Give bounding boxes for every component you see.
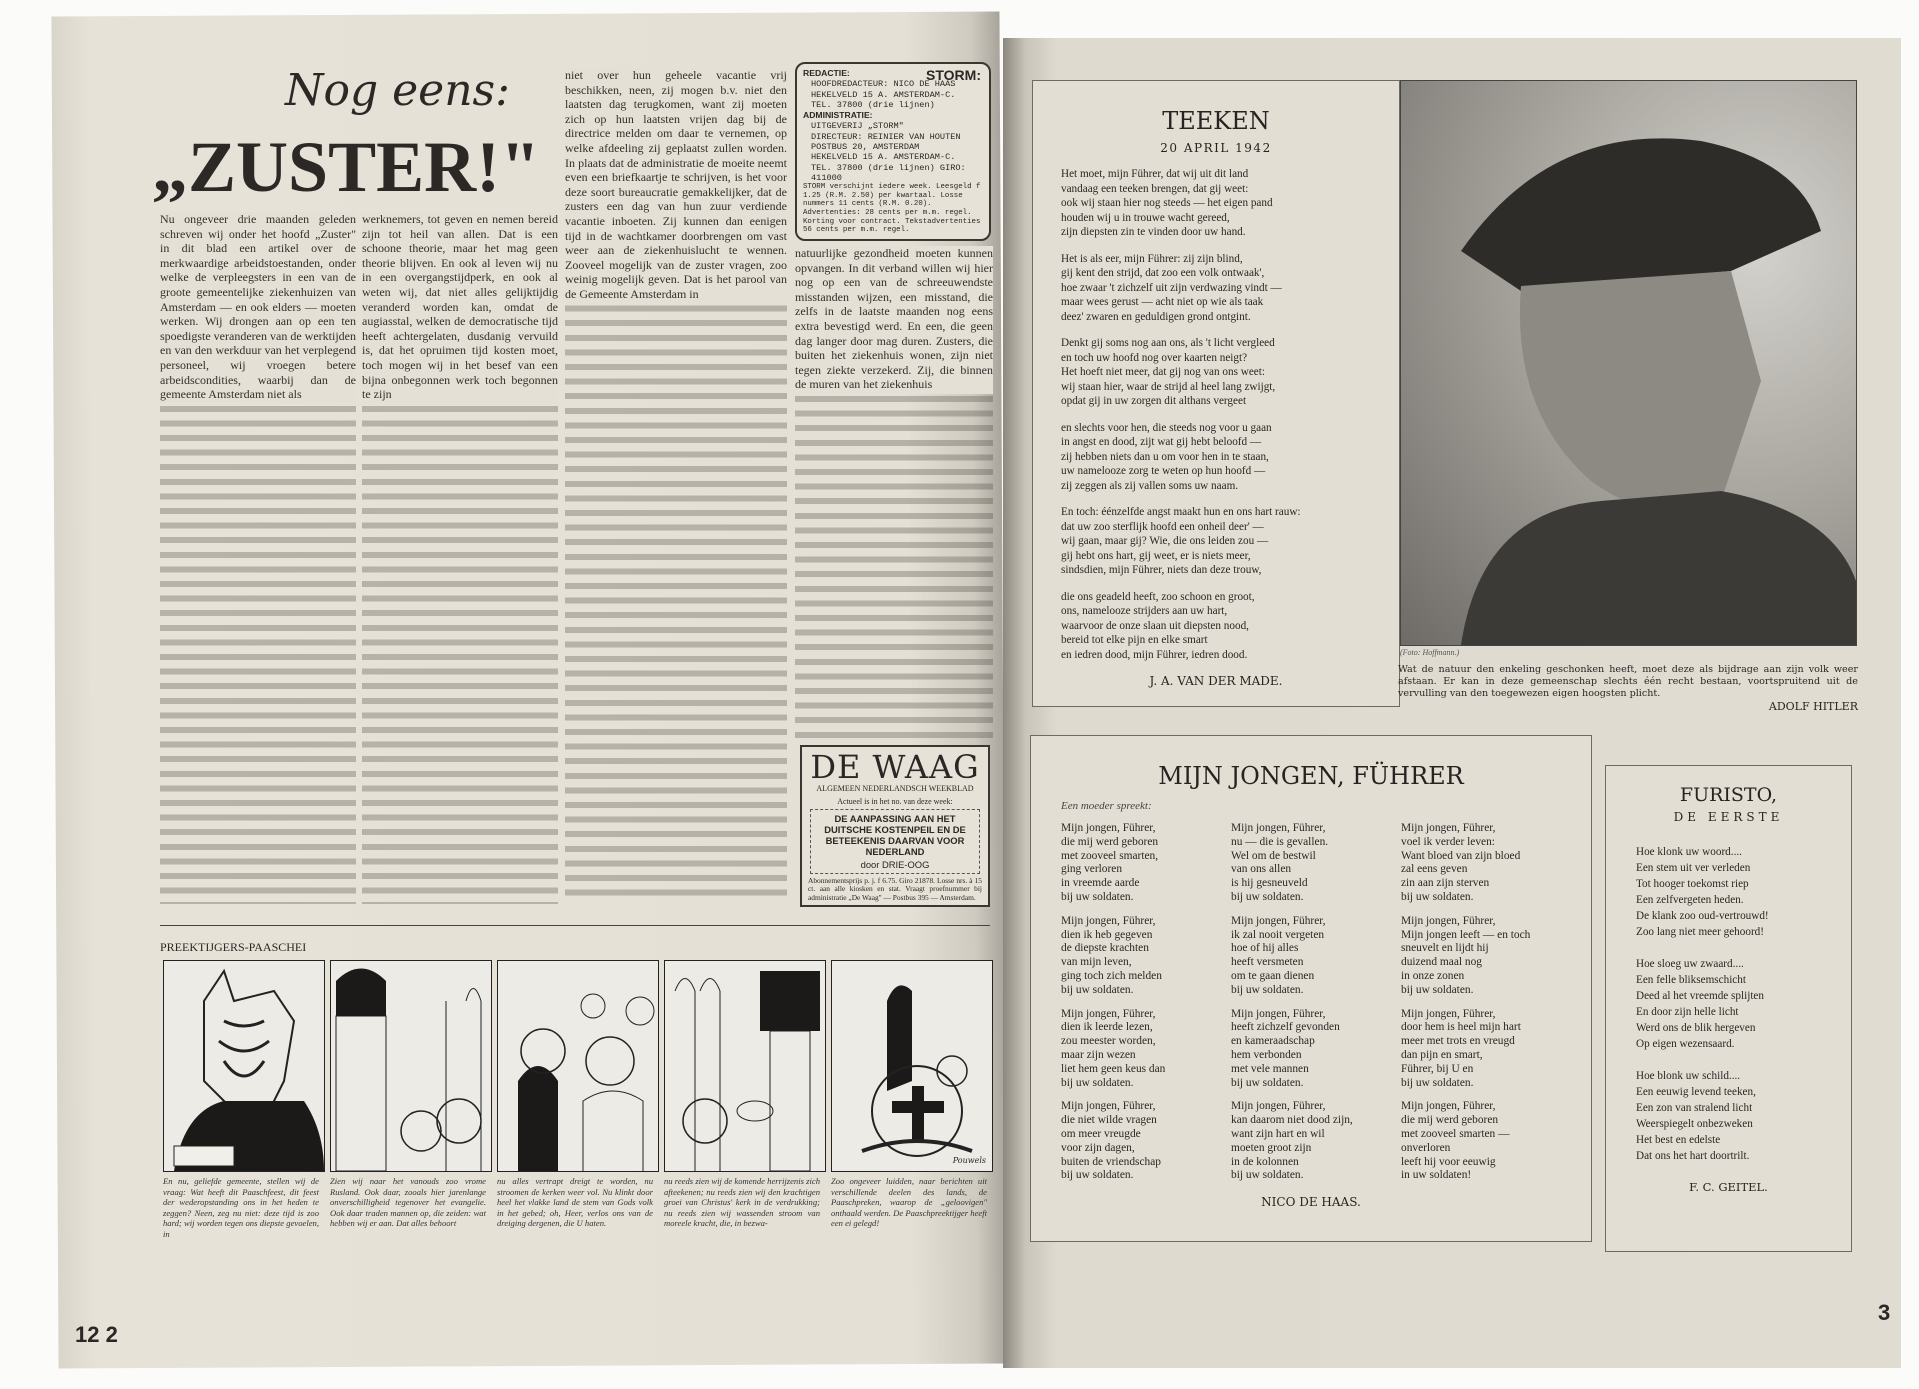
stanza: En toch: éénzelfde angst maakt hun en ons hart rauw: dat uw zoo sterflijk hoofd een onheil deer' — wij gaan, maar gij? Wie, die ons leiden zou — gij hebt ons hart, gij weet, er is niets meer, sindsdien, mijn Führer, niets dan deze trouw, — [1061, 506, 1301, 576]
storm-subscription-note: STORM verschijnt iedere week. Leesgeld f 1.25 (R.M. 2.50) per kwartaal. Losse nummers 11 cents (R.M. 0.20). Advertenties: 28 cents per m.m. regel. Korting voor contract. Tekstadvertenties 56 cents per m.m. regel. — [803, 183, 981, 235]
comic-panel-4 — [664, 960, 826, 1172]
comic-panel-2 — [330, 960, 492, 1172]
waag-subtitle: ALGEMEEN NEDERLANDSCH WEEKBLAD — [816, 784, 974, 793]
poem-column-1 — [1061, 822, 1231, 1193]
column-text: niet over hun geheele vacantie vrij beschikken, neen, zij mogen b.v. niet den laatsten dag terugkomen, want zij moeten zich op hun laatsten vrijen dag bij de directrice melden om daar te vernemen, op welke afdeeling zij geplaatst zullen worden. In plaats dat de administratie de moeite neemt even een briefkaartje te schrijven, is het voor deze soort bureaucratie gemakkelijker, dat de zusters een dag van hun zuur verdiende vacantie inboeten. Zij kunnen dan eenigen tijd in de wachtkamer doorbrengen om vast weer aan de ziekenhuislucht te wennen. Zooveel mogelijk van de zuster vragen, zoo weinig mogelijk geven. Dat is het parool van de Gemeente Amsterdam in — [565, 68, 787, 304]
comic-panel-3 — [497, 960, 659, 1172]
comic-caption-4: nu reeds zien wij de komende herrijzenis zich afteekenen; nu reeds zien wij den krachtigen groei van Christus' kerk in de verdrukking; nu reeds zien wij wassenden stroom van moreele kracht, die, in bezwa- — [664, 1176, 820, 1228]
quote-text: Wat de natuur den enkeling geschonken heeft, moet deze als bijdrage aan zijn volk weer afstaan. Er kan in deze gemeenschap slechts één recht bestaan, voortspruitend uit de vervulling van den toegewezen eigen hoogsten plicht. — [1398, 664, 1858, 699]
waag-byline: door DRIE-OOG — [860, 859, 930, 870]
column-text: Nu ongeveer drie maanden geleden schreven wij onder het hoofd „Zuster" in dit blad een artikel over de merkwaardige arbeidstoestanden, onder welke de verpleegsters in een van de groote gemeentelijke ziekenhuizen van Amsterdam — en ook elders — moeten werken. Wij drongen aan op een ten spoedigste veranderen van de werktijden en van den werkduur van het verplegend personeel, wij vroegen betere arbeidscondities, waarbij dan de gemeente Amsterdam niet als — [160, 212, 356, 404]
furisto-author: F. C. GEITEL. — [1689, 1180, 1768, 1194]
article-column-4 — [795, 246, 993, 738]
cartoonist-signature: Pouwels — [952, 1156, 986, 1165]
portrait-photo — [1400, 80, 1857, 646]
waag-intro: Actueel is in het no. van deze week: — [837, 796, 953, 806]
redactie-line: HEKELVELD 15 A. AMSTERDAM-C. — [811, 89, 956, 100]
stanza: Mijn jongen, Führer, die mij werd geboren met zooveel smarten, ging verloren in vreemde aarde bij uw soldaten. — [1061, 822, 1159, 903]
poem-column-2 — [1231, 822, 1401, 1193]
mijn-jongen-title: MIJN JONGEN, FÜHRER — [1158, 762, 1464, 790]
portrait-silhouette — [1401, 81, 1856, 645]
stanza: Mijn jongen, Führer, nu — die is gevallen. Wel om de bestwil van ons allen is hij gesneuveld bij uw soldaten. — [1231, 822, 1329, 903]
furisto-poem-box — [1605, 765, 1852, 1252]
page-number-right: 3 — [1878, 1300, 1891, 1325]
furisto-subtitle: DE EERSTE — [1673, 810, 1784, 824]
article-column-1 — [160, 212, 356, 904]
stanza: Hoe sloeg uw zwaard.... Een felle bliksemschicht Deed al het vreemde splijten En door zijn helle licht Werd ons de blik hergeven Op eigen wezensaard. — [1636, 958, 1764, 1050]
redactie-line: TEL. 37800 (drie lijnen) — [811, 99, 935, 110]
stanza: Hoe blonk uw schild.... Een eeuwig levend teeken, Een zon van stralend licht Weerspiegelt onbezweken Het best en edelste Dat ons het hart doortrilt. — [1636, 1070, 1756, 1162]
administratie-line: TEL. 37800 (drie lijnen) GIRO: 411000 — [811, 162, 966, 183]
comic-caption-1: En nu, geliefde gemeente, stellen wij de vraag: Wat heeft dit Paaschfeest, dit feest der wederopstanding ons in het heden te zeggen? Neen, zeg nu niet: deze tijd is zoo hard; wij worden tegen ons diepste gevoelen, in — [163, 1176, 319, 1239]
photo-credit: (Foto: Hoffmann.) — [1400, 648, 1460, 657]
teeken-poem-box — [1032, 80, 1400, 707]
stanza: Mijn jongen, Führer, kan daarom niet dood zijn, want zijn hart en wil moeten groot zijn in de kolonnen bij uw soldaten. — [1231, 1100, 1353, 1182]
administratie-line: DIRECTEUR: REINIER VAN HOUTEN — [811, 131, 961, 142]
column-text: werknemers, tot geven en nemen bereid zijn tot heil van allen. Dat is een schoone theorie, maar het mag geen theorie blijven. En ook al leven wij nu in een overgangstijdperk, en ook al weten wij, dat niet alles gelijktijdig veranderd worden kan, omdat de augiasstal, welken de democratische tijd heeft achtergelaten, dusdanig vervuild is, dat het opruimen tijd kosten moet, toch mogen wij in het besef van een bijna onbegonnen werk toch begonnen te zijn — [362, 212, 558, 404]
stanza: Denkt gij soms nog aan ons, als 't licht vergleed en toch uw hoofd nog over kaarten neigt? Het hoeft niet meer, dat gij nog van ons weet: wij staan hier, waar de strijd al heel lang zwijgt, opdat gij in uw zorgen dit althans vergeet — [1061, 337, 1276, 407]
waag-footer: Abonnementsprijs p. j. f 6.75. Giro 21878. Losse nrs. à 15 ct. aan alle kiosken en stat. Vraagt proefnummer bij administratie „De Waag" — Postbus 395 — Amsterdam. — [808, 876, 982, 902]
article-column-3 — [565, 68, 787, 904]
stanza: Mijn jongen, Führer, dien ik leerde lezen, zou meester worden, maar zijn wezen liet hem geen keus dan bij uw soldaten. — [1061, 1007, 1166, 1089]
comic-caption-2: Zien wij naar het vanouds zoo vrome Rusland. Ook daar, zooals hier jarenlange onverschilligheid tegenover het evangelie. Ook daar traden mannen op, die zeiden: wat hebben wij er aan. Dat alles behoort — [330, 1176, 486, 1228]
redactie-label: REDACTIE: — [803, 68, 850, 78]
stanza: Mijn jongen, Führer, die niet wilde vragen om meer vreugde voor zijn dagen, buiten de vriendschap bij uw soldaten. — [1061, 1100, 1161, 1182]
article-column-2 — [362, 212, 558, 904]
mijn-jongen-columns — [1061, 822, 1591, 1193]
stanza: Mijn jongen, Führer, dien ik heb gegeven de diepste krachten van mijn leven, ging toch zich melden bij uw soldaten. — [1061, 914, 1162, 996]
furisto-title: FURISTO, — [1679, 784, 1778, 806]
page-number-left: 12 2 — [75, 1322, 118, 1347]
article-headline: „ZUSTER!" — [152, 127, 541, 207]
administratie-lines — [803, 121, 983, 183]
teeken-title: TEEKEN — [1162, 107, 1270, 135]
waag-title: DE WAAG — [810, 748, 980, 786]
administratie-label: ADMINISTRATIE: — [803, 110, 873, 121]
church-pulpit-drawing — [331, 961, 491, 1171]
administratie-line: POSTBUS 20, AMSTERDAM — [811, 142, 920, 153]
mijn-jongen-author: NICO DE HAAS. — [1261, 1195, 1361, 1210]
storm-masthead-box — [795, 62, 991, 241]
photo-quote — [1398, 664, 1858, 713]
stanza: Mijn jongen, Führer, die mij werd geboren met zooveel smarten — onverloren leeft hij voor eeuwig in uw soldaten! — [1401, 1100, 1510, 1182]
de-waag-advert — [800, 745, 990, 907]
comic-caption-5: Zoo ongeveer luidden, naar berichten uit verschillende deelen des lands, de Paaschpreken, waarop de „geloovigen" onthaald werden. De Paaschpreektijger heeft een ei gelegd! — [831, 1176, 987, 1228]
redactie-line: HOOFDREDACTEUR: NICO DE HAAS — [811, 79, 956, 90]
stanza: die ons geadeld heeft, zoo schoon en groot, ons, namelooze strijders aan uw hart, waarvoor de onze slaan uit diepsten nood, bereid tot elke pijn en elke smart en iedren dood, mijn Führer, iedren dood. — [1061, 590, 1255, 661]
teeken-author: J. A. VAN DER MADE. — [1149, 674, 1283, 688]
stanza: Het is als eer, mijn Führer: zij zijn blind, gij kent den strijd, dat zoo een volk ontwaak', hoe zwaar 't zichzelf uit zijn verdwazing vindt — maar wees gerust — acht niet op wie als taak deez' zwaren en geduldigen grond ontgint. — [1061, 252, 1282, 323]
redactie-lines — [803, 79, 983, 110]
furisto-stanzas — [1606, 844, 1851, 1164]
waag-feature-box — [810, 809, 980, 874]
stanza: Het moet, mijn Führer, dat wij uit dit land vandaag een teeken brengen, dat gij weet: ook wij staan hier nog steeds — het eigen pand houden wij u in trouwe wacht gereed, zijn diepsten zin te vinden door uw hand. — [1061, 168, 1273, 238]
poem-column-3 — [1401, 822, 1571, 1193]
stanza: Mijn jongen, Führer, ik zal nooit vergeten hoe of hij alles heeft versmeten om te gaan dienen bij uw soldaten. — [1231, 914, 1326, 996]
comic-title: PREEKTIJGERS-PAASCHEI — [160, 940, 307, 954]
waag-feature: DE AANPASSING AAN HET DUITSCHE KOSTENPEIL EN DE BETEEKENIS DAARVAN VOOR NEDERLAND — [824, 813, 966, 857]
easter-egg-drawing — [832, 961, 992, 1171]
quote-author: ADOLF HITLER — [1768, 700, 1858, 713]
column-text: natuurlijke gezondheid moeten kunnen opvangen. In dit verband willen wij hier nog op een van de schreeuwendste misstanden wijzen, een misstand, die zelfs in de laatste maanden nog eens extra bevestigd werd. En een, die geen dag langer door mag duren. Zusters, die buiten het ziekenhuis wonen, zijn niet tegen ziekte verzekerd. Zij, die binnen de muren van het ziekenhuis — [795, 246, 993, 394]
teeken-date: 20 APRIL 1942 — [1160, 141, 1272, 155]
tiger-preacher-drawing — [164, 961, 324, 1171]
article-kicker: Nog eens: — [285, 65, 510, 116]
church-interior-drawing — [665, 961, 825, 1171]
comic-panel-5 — [831, 960, 993, 1172]
stanza: en slechts voor hen, die steeds nog voor u gaan in angst en dood, zijt wat gij hebt beloofd — zij hebben niets dan u om voor hen in te staan, uw namelooze zorg te weten op hun hoofd — zij zeggen als zij vallen soms uw naam. — [1061, 421, 1272, 492]
stanza: Mijn jongen, Führer, door hem is heel mijn hart meer met trots en vreugd dan pijn en smart, Führer, bij U en bij uw soldaten. — [1401, 1007, 1521, 1089]
congregation-drawing — [498, 961, 658, 1171]
divider — [160, 925, 990, 926]
administratie-line: HEKELVELD 15 A. AMSTERDAM-C. — [811, 152, 956, 163]
stanza: Mijn jongen, Führer, voel ik verder leven: Want bloed van zijn bloed zal eens geven zin aan zijn sterven bij uw soldaten. — [1401, 822, 1521, 903]
teeken-stanzas — [1033, 167, 1399, 662]
storm-title: STORM: — [926, 67, 981, 83]
mijn-jongen-poem-box — [1030, 735, 1592, 1242]
mijn-jongen-subtitle: Een moeder spreekt: — [1061, 800, 1152, 812]
stanza: Hoe klonk uw woord.... Een stem uit ver verleden Tot hooger toekomst riep Een zelfvergeten heden. De klank zoo oud-vertrouwd! Zoo lang niet meer gehoord! — [1636, 846, 1769, 938]
stanza: Mijn jongen, Führer, heeft zichzelf gevonden en kameraadschap hem verbonden met vele mannen bij uw soldaten. — [1231, 1007, 1340, 1089]
stanza: Mijn jongen, Führer, Mijn jongen leeft — en toch sneuvelt en lijdt hij duizend maal nog in onze zonen bij uw soldaten. — [1401, 914, 1531, 996]
comic-panel-1 — [163, 960, 325, 1172]
administratie-line: UITGEVERIJ „STORM" — [811, 121, 904, 132]
comic-caption-3: nu alles vertrapt dreigt te worden, nu stroomen de kerken weer vol. Nu klinkt door heel het vlakke land de stem van Gods volk in het gebed; oh, Heer, verlos ons van de dreiging dergenen, die U haten. — [497, 1176, 653, 1228]
